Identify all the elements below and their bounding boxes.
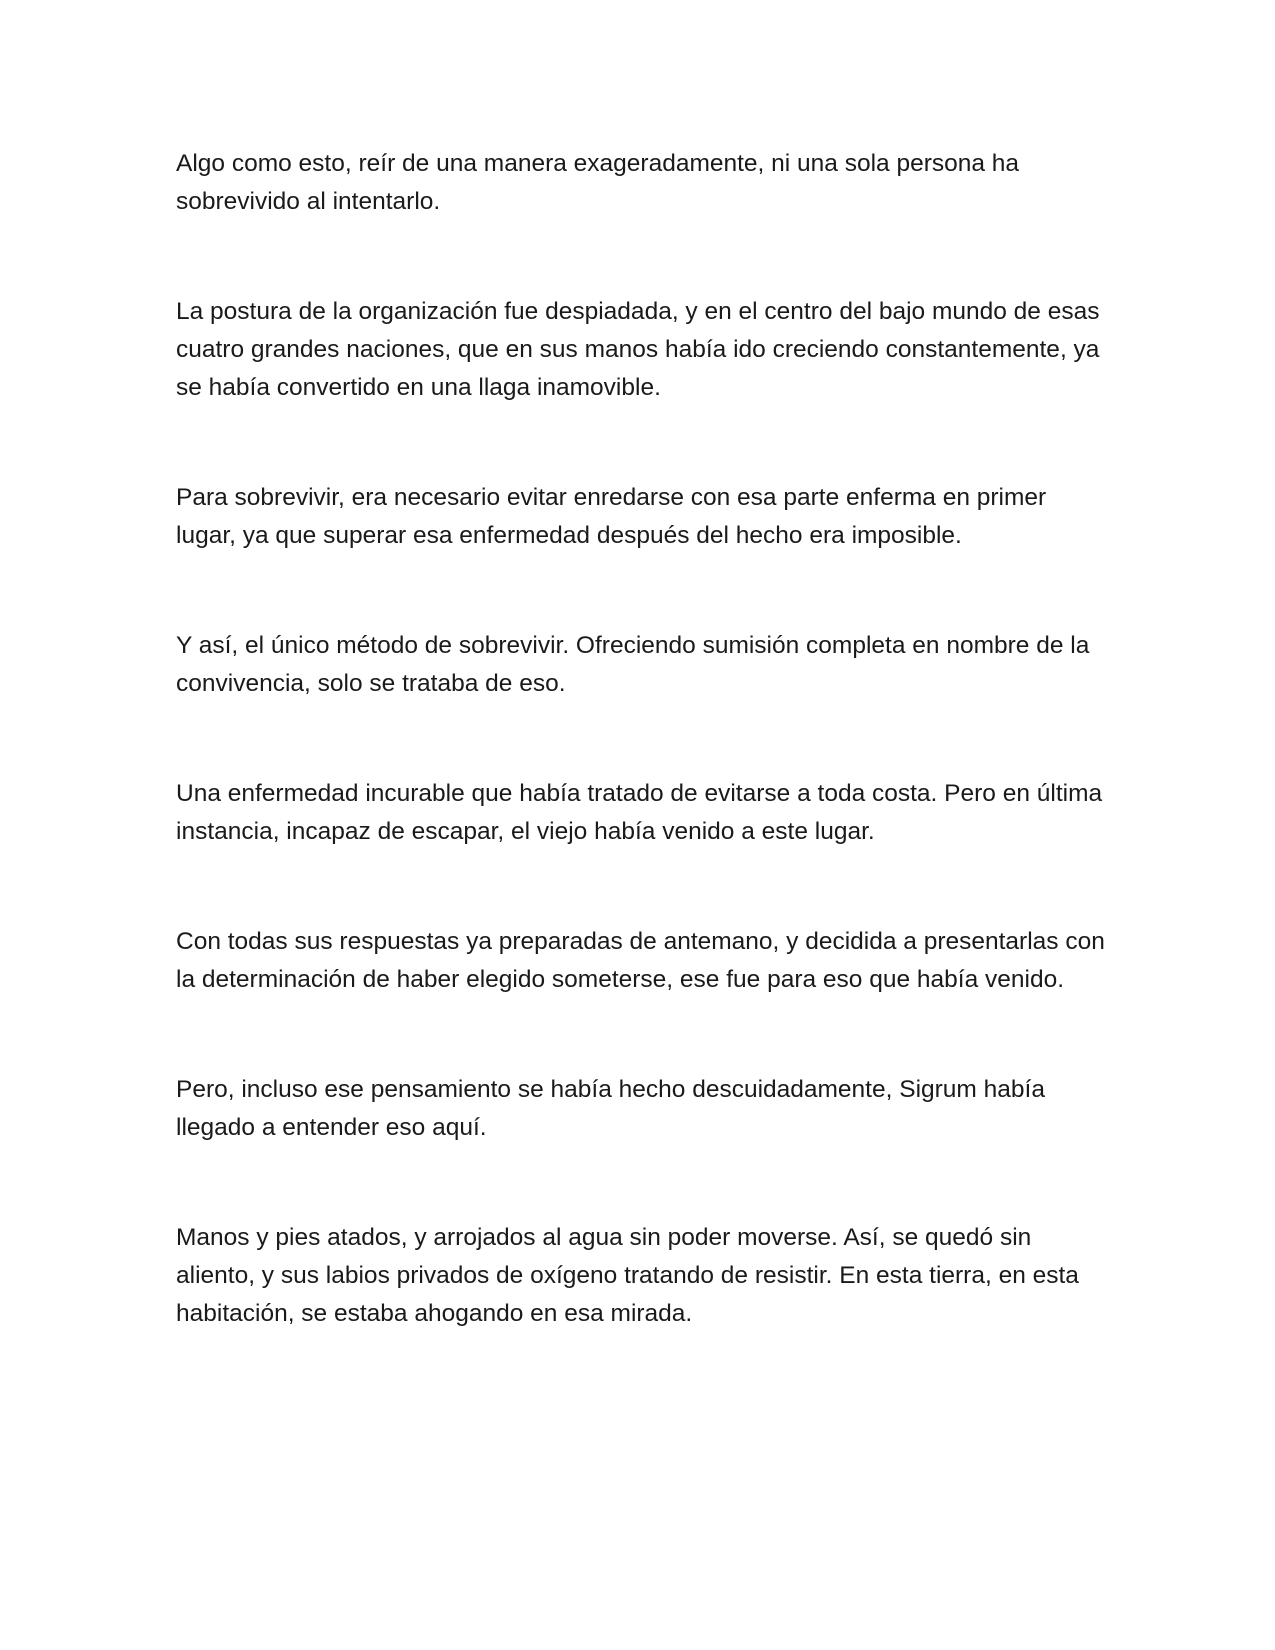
document-body bbox=[176, 145, 1106, 1405]
paragraph-6: Con todas sus respuestas ya preparadas de antemano, y decidida a presentarlas con la determinación de haber elegido someterse, ese fue para eso que había venido. bbox=[176, 928, 1105, 993]
paragraph-5: Una enfermedad incurable que había tratado de evitarse a toda costa. Pero en última instancia, incapaz de escapar, el viejo había venido a este lugar. bbox=[176, 780, 1103, 845]
paragraph-7: Pero, incluso ese pensamiento se había hecho descuidadamente, Sigrum había llegado a entender eso aquí. bbox=[176, 1076, 1045, 1141]
paragraph-3: Para sobrevivir, era necesario evitar enredarse con esa parte enferma en primer lugar, ya que superar esa enfermedad después del hecho era imposible. bbox=[176, 484, 1047, 549]
paragraph-4: Y así, el único método de sobrevivir. Ofreciendo sumisión completa en nombre de la convivencia, solo se trataba de eso. bbox=[176, 632, 1090, 697]
paragraph-1: Algo como esto, reír de una manera exageradamente, ni una sola persona ha sobrevivido al intentarlo. bbox=[176, 150, 1020, 215]
paragraph-2: La postura de la organización fue despiadada, y en el centro del bajo mundo de esas cuatro grandes naciones, que en sus manos había ido creciendo constantemente, ya se había convertido en una llaga inamovible. bbox=[176, 298, 1100, 401]
paragraph-8: Manos y pies atados, y arrojados al agua sin poder moverse. Así, se quedó sin aliento, y sus labios privados de oxígeno tratando de resistir. En esta tierra, en esta habitación, se estaba ahogando en esa mirada. bbox=[176, 1224, 1079, 1327]
